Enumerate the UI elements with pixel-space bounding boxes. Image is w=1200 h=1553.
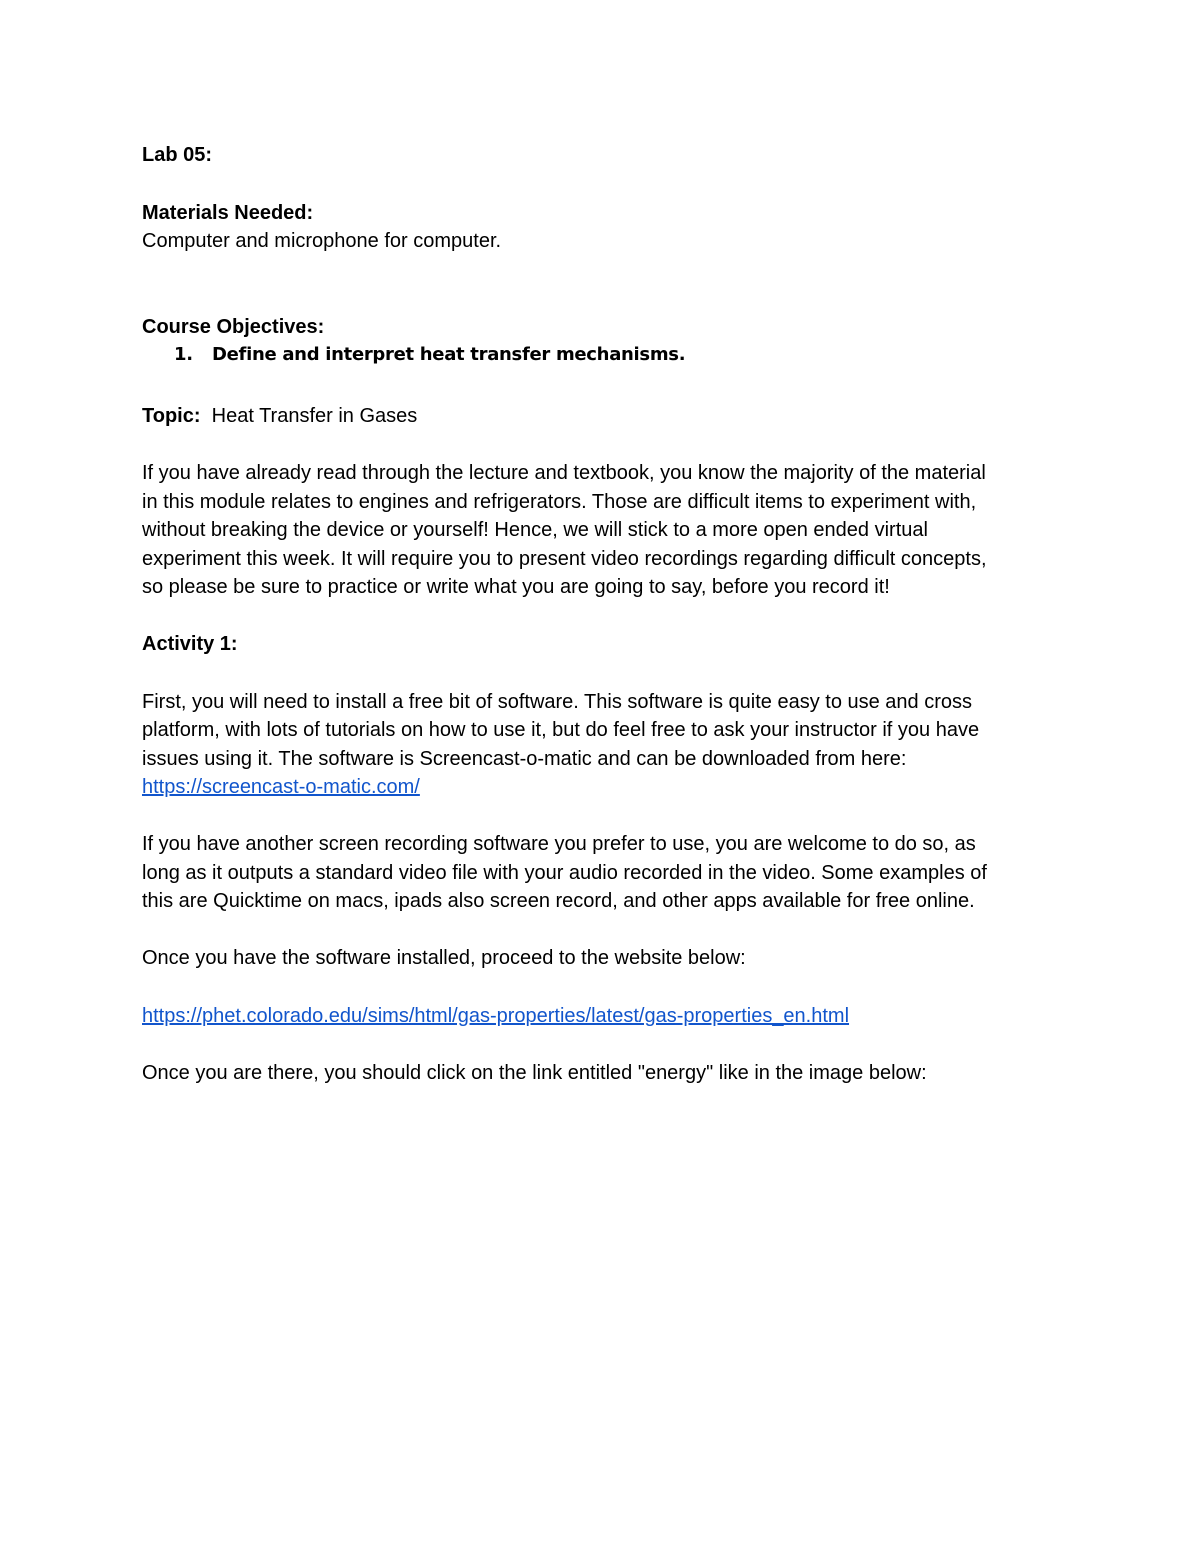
- objective-text: Define and interpret heat transfer mechanisms.: [212, 344, 686, 365]
- activity1-para2-line: If you have another screen recording software you prefer to use, you are welcome to do so, as: [142, 833, 976, 855]
- activity1-para2-line: long as it outputs a standard video file with your audio recorded in the video. Some examples of: [142, 862, 987, 884]
- objective-item: [174, 341, 685, 369]
- activity1-para2-line: this are Quicktime on macs, ipads also screen record, and other apps available for free online.: [142, 890, 975, 912]
- topic-line: [142, 402, 417, 430]
- intro-line: If you have already read through the lecture and textbook, you know the majority of the material: [142, 462, 986, 484]
- objectives-heading: Course Objectives:: [142, 316, 325, 338]
- screencast-link[interactable]: https://screencast-o-matic.com/: [142, 776, 420, 798]
- intro-line: without breaking the device or yourself! Hence, we will stick to a more open ended virtual: [142, 519, 928, 541]
- activity1-para1-line: platform, with lots of tutorials on how to use it, but do feel free to ask your instructor if you have: [142, 719, 980, 741]
- objective-number: 1.: [174, 344, 193, 365]
- activity1-para3: Once you have the software installed, proceed to the website below:: [142, 947, 746, 969]
- topic-label: Topic:: [142, 405, 201, 427]
- phet-link[interactable]: https://phet.colorado.edu/sims/html/gas-properties/latest/gas-properties_en.html: [142, 1005, 850, 1027]
- materials-text: Computer and microphone for computer.: [142, 230, 502, 252]
- activity1-para4: Once you are there, you should click on the link entitled "energy" like in the image below:: [142, 1062, 927, 1084]
- activity1-para1-line: First, you will need to install a free bit of software. This software is quite easy to use and cross: [142, 691, 973, 713]
- intro-line: in this module relates to engines and refrigerators. Those are difficult items to experiment with,: [142, 491, 977, 513]
- activity1-para1-line: issues using it. The software is Screencast-o-matic and can be downloaded from here:: [142, 748, 907, 770]
- activity1-heading: Activity 1:: [142, 633, 238, 655]
- topic-text: Heat Transfer in Gases: [211, 405, 418, 427]
- materials-heading: Materials Needed:: [142, 202, 314, 224]
- intro-line: experiment this week. It will require you to present video recordings regarding difficult concepts,: [142, 548, 987, 570]
- intro-line: so please be sure to practice or write what you are going to say, before you record it!: [142, 576, 890, 598]
- lab-title: Lab 05:: [142, 144, 213, 166]
